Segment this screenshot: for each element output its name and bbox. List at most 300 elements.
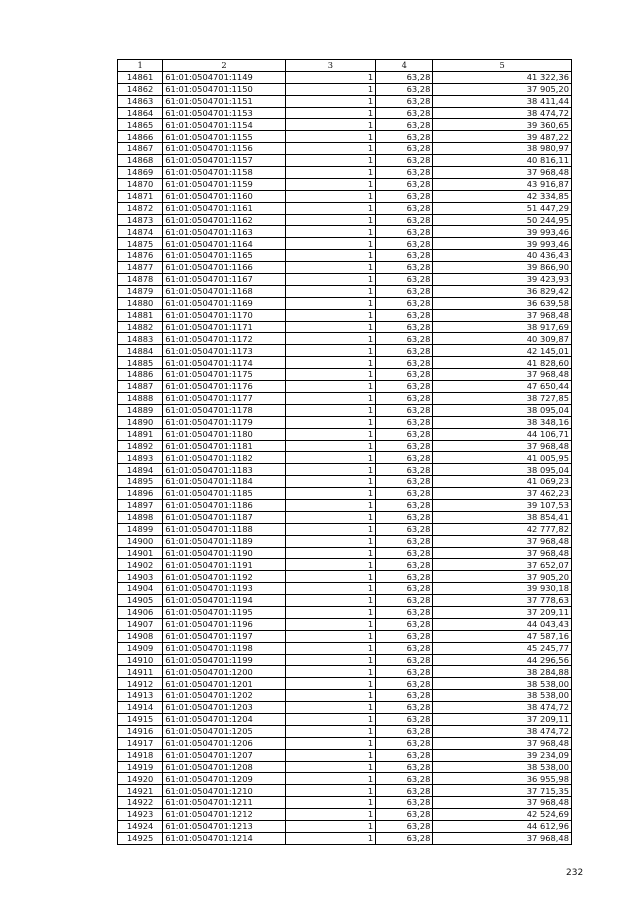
area-cell: 63,28 bbox=[376, 702, 433, 714]
area-cell: 63,28 bbox=[376, 214, 433, 226]
area-cell: 63,28 bbox=[376, 737, 433, 749]
row-number-cell: 14863 bbox=[118, 95, 163, 107]
cadastral-number-cell: 61:01:0504701:1158 bbox=[163, 167, 286, 179]
quantity-cell: 1 bbox=[285, 583, 375, 595]
row-number-cell: 14868 bbox=[118, 155, 163, 167]
cadastral-value-cell: 40 816,11 bbox=[433, 155, 572, 167]
cadastral-number-cell: 61:01:0504701:1193 bbox=[163, 583, 286, 595]
cadastral-value-cell: 42 524,69 bbox=[433, 809, 572, 821]
area-cell: 63,28 bbox=[376, 262, 433, 274]
area-cell: 63,28 bbox=[376, 416, 433, 428]
row-number-cell: 14917 bbox=[118, 737, 163, 749]
cadastral-value-cell: 39 360,65 bbox=[433, 119, 572, 131]
row-number-cell: 14920 bbox=[118, 773, 163, 785]
cadastral-value-cell: 40 436,43 bbox=[433, 250, 572, 262]
quantity-cell: 1 bbox=[285, 357, 375, 369]
row-number-cell: 14907 bbox=[118, 618, 163, 630]
quantity-cell: 1 bbox=[285, 725, 375, 737]
cadastral-number-cell: 61:01:0504701:1201 bbox=[163, 678, 286, 690]
area-cell: 63,28 bbox=[376, 440, 433, 452]
quantity-cell: 1 bbox=[285, 167, 375, 179]
table-row bbox=[118, 107, 572, 119]
quantity-cell: 1 bbox=[285, 345, 375, 357]
quantity-cell: 1 bbox=[285, 262, 375, 274]
cadastral-number-cell: 61:01:0504701:1181 bbox=[163, 440, 286, 452]
table-row bbox=[118, 309, 572, 321]
cadastral-value-cell: 39 487,22 bbox=[433, 131, 572, 143]
quantity-cell: 1 bbox=[285, 297, 375, 309]
cadastral-number-cell: 61:01:0504701:1184 bbox=[163, 476, 286, 488]
table-row bbox=[118, 83, 572, 95]
table-row bbox=[118, 345, 572, 357]
table-row bbox=[118, 119, 572, 131]
row-number-cell: 14869 bbox=[118, 167, 163, 179]
row-number-cell: 14924 bbox=[118, 821, 163, 833]
cadastral-value-cell: 37 968,48 bbox=[433, 535, 572, 547]
cadastral-value-cell: 41 828,60 bbox=[433, 357, 572, 369]
cadastral-number-cell: 61:01:0504701:1183 bbox=[163, 464, 286, 476]
cadastral-value-cell: 42 145,01 bbox=[433, 345, 572, 357]
area-cell: 63,28 bbox=[376, 749, 433, 761]
quantity-cell: 1 bbox=[285, 832, 375, 844]
quantity-cell: 1 bbox=[285, 666, 375, 678]
table-row bbox=[118, 595, 572, 607]
cadastral-value-cell: 39 423,93 bbox=[433, 274, 572, 286]
cadastral-value-cell: 37 968,48 bbox=[433, 832, 572, 844]
area-cell: 63,28 bbox=[376, 832, 433, 844]
cadastral-number-cell: 61:01:0504701:1200 bbox=[163, 666, 286, 678]
quantity-cell: 1 bbox=[285, 274, 375, 286]
cadastral-number-cell: 61:01:0504701:1189 bbox=[163, 535, 286, 547]
table-row bbox=[118, 642, 572, 654]
cadastral-number-cell: 61:01:0504701:1173 bbox=[163, 345, 286, 357]
row-number-cell: 14910 bbox=[118, 654, 163, 666]
cadastral-value-cell: 37 905,20 bbox=[433, 83, 572, 95]
quantity-cell: 1 bbox=[285, 761, 375, 773]
row-number-cell: 14911 bbox=[118, 666, 163, 678]
cadastral-value-cell: 36 955,98 bbox=[433, 773, 572, 785]
cadastral-value-cell: 38 980,97 bbox=[433, 143, 572, 155]
cadastral-number-cell: 61:01:0504701:1159 bbox=[163, 178, 286, 190]
area-cell: 63,28 bbox=[376, 618, 433, 630]
table-row bbox=[118, 143, 572, 155]
quantity-cell: 1 bbox=[285, 119, 375, 131]
quantity-cell: 1 bbox=[285, 404, 375, 416]
cadastral-value-cell: 37 209,11 bbox=[433, 713, 572, 725]
cadastral-value-cell: 38 538,00 bbox=[433, 761, 572, 773]
row-number-cell: 14861 bbox=[118, 71, 163, 83]
quantity-cell: 1 bbox=[285, 678, 375, 690]
area-cell: 63,28 bbox=[376, 535, 433, 547]
area-cell: 63,28 bbox=[376, 690, 433, 702]
area-cell: 63,28 bbox=[376, 761, 433, 773]
cadastral-value-cell: 39 930,18 bbox=[433, 583, 572, 595]
row-number-cell: 14879 bbox=[118, 285, 163, 297]
area-cell: 63,28 bbox=[376, 583, 433, 595]
area-cell: 63,28 bbox=[376, 785, 433, 797]
quantity-cell: 1 bbox=[285, 369, 375, 381]
row-number-cell: 14922 bbox=[118, 797, 163, 809]
cadastral-number-cell: 61:01:0504701:1204 bbox=[163, 713, 286, 725]
area-cell: 63,28 bbox=[376, 309, 433, 321]
cadastral-value-cell: 44 106,71 bbox=[433, 428, 572, 440]
cadastral-value-cell: 41 005,95 bbox=[433, 452, 572, 464]
column-header-1: 1 bbox=[118, 60, 163, 72]
quantity-cell: 1 bbox=[285, 190, 375, 202]
table-row bbox=[118, 761, 572, 773]
quantity-cell: 1 bbox=[285, 654, 375, 666]
table-row bbox=[118, 725, 572, 737]
table-row bbox=[118, 452, 572, 464]
cadastral-number-cell: 61:01:0504701:1206 bbox=[163, 737, 286, 749]
area-cell: 63,28 bbox=[376, 155, 433, 167]
area-cell: 63,28 bbox=[376, 167, 433, 179]
table-row bbox=[118, 678, 572, 690]
table-row bbox=[118, 785, 572, 797]
cadastral-number-cell: 61:01:0504701:1168 bbox=[163, 285, 286, 297]
area-cell: 63,28 bbox=[376, 333, 433, 345]
row-number-cell: 14874 bbox=[118, 226, 163, 238]
table-row bbox=[118, 167, 572, 179]
row-number-cell: 14919 bbox=[118, 761, 163, 773]
table-row bbox=[118, 250, 572, 262]
table-row bbox=[118, 274, 572, 286]
cadastral-number-cell: 61:01:0504701:1176 bbox=[163, 381, 286, 393]
row-number-cell: 14876 bbox=[118, 250, 163, 262]
quantity-cell: 1 bbox=[285, 309, 375, 321]
row-number-cell: 14906 bbox=[118, 606, 163, 618]
quantity-cell: 1 bbox=[285, 333, 375, 345]
cadastral-number-cell: 61:01:0504701:1194 bbox=[163, 595, 286, 607]
row-number-cell: 14870 bbox=[118, 178, 163, 190]
row-number-cell: 14923 bbox=[118, 809, 163, 821]
cadastral-number-cell: 61:01:0504701:1157 bbox=[163, 155, 286, 167]
area-cell: 63,28 bbox=[376, 654, 433, 666]
table-row bbox=[118, 190, 572, 202]
area-cell: 63,28 bbox=[376, 131, 433, 143]
cadastral-value-cell: 38 411,44 bbox=[433, 95, 572, 107]
cadastral-value-cell: 38 727,85 bbox=[433, 392, 572, 404]
row-number-cell: 14864 bbox=[118, 107, 163, 119]
cadastral-value-cell: 38 284,88 bbox=[433, 666, 572, 678]
area-cell: 63,28 bbox=[376, 809, 433, 821]
cadastral-number-cell: 61:01:0504701:1187 bbox=[163, 511, 286, 523]
table-row bbox=[118, 690, 572, 702]
area-cell: 63,28 bbox=[376, 202, 433, 214]
area-cell: 63,28 bbox=[376, 83, 433, 95]
area-cell: 63,28 bbox=[376, 725, 433, 737]
quantity-cell: 1 bbox=[285, 702, 375, 714]
quantity-cell: 1 bbox=[285, 238, 375, 250]
cadastral-number-cell: 61:01:0504701:1149 bbox=[163, 71, 286, 83]
row-number-cell: 14895 bbox=[118, 476, 163, 488]
cadastral-number-cell: 61:01:0504701:1163 bbox=[163, 226, 286, 238]
quantity-cell: 1 bbox=[285, 155, 375, 167]
row-number-cell: 14881 bbox=[118, 309, 163, 321]
area-cell: 63,28 bbox=[376, 452, 433, 464]
cadastral-number-cell: 61:01:0504701:1166 bbox=[163, 262, 286, 274]
cadastral-number-cell: 61:01:0504701:1154 bbox=[163, 119, 286, 131]
area-cell: 63,28 bbox=[376, 143, 433, 155]
cadastral-value-cell: 41 322,36 bbox=[433, 71, 572, 83]
cadastral-number-cell: 61:01:0504701:1203 bbox=[163, 702, 286, 714]
quantity-cell: 1 bbox=[285, 559, 375, 571]
row-number-cell: 14890 bbox=[118, 416, 163, 428]
cadastral-value-cell: 37 715,35 bbox=[433, 785, 572, 797]
cadastral-value-cell: 36 639,58 bbox=[433, 297, 572, 309]
table-row bbox=[118, 666, 572, 678]
quantity-cell: 1 bbox=[285, 392, 375, 404]
area-cell: 63,28 bbox=[376, 773, 433, 785]
quantity-cell: 1 bbox=[285, 749, 375, 761]
row-number-cell: 14897 bbox=[118, 499, 163, 511]
cadastral-value-cell: 47 587,16 bbox=[433, 630, 572, 642]
quantity-cell: 1 bbox=[285, 95, 375, 107]
cadastral-number-cell: 61:01:0504701:1150 bbox=[163, 83, 286, 95]
table-row bbox=[118, 404, 572, 416]
table-row bbox=[118, 547, 572, 559]
cadastral-number-cell: 61:01:0504701:1190 bbox=[163, 547, 286, 559]
row-number-cell: 14896 bbox=[118, 488, 163, 500]
cadastral-value-cell: 40 309,87 bbox=[433, 333, 572, 345]
cadastral-value-cell: 44 296,56 bbox=[433, 654, 572, 666]
cadastral-number-cell: 61:01:0504701:1210 bbox=[163, 785, 286, 797]
table-row bbox=[118, 559, 572, 571]
cadastral-value-cell: 38 538,00 bbox=[433, 690, 572, 702]
row-number-cell: 14877 bbox=[118, 262, 163, 274]
table-row bbox=[118, 369, 572, 381]
cadastral-value-cell: 42 777,82 bbox=[433, 523, 572, 535]
table-row bbox=[118, 773, 572, 785]
area-cell: 63,28 bbox=[376, 119, 433, 131]
quantity-cell: 1 bbox=[285, 488, 375, 500]
row-number-cell: 14901 bbox=[118, 547, 163, 559]
row-number-cell: 14913 bbox=[118, 690, 163, 702]
cadastral-value-cell: 37 968,48 bbox=[433, 369, 572, 381]
cadastral-number-cell: 61:01:0504701:1161 bbox=[163, 202, 286, 214]
area-cell: 63,28 bbox=[376, 297, 433, 309]
cadastral-table bbox=[117, 59, 572, 845]
area-cell: 63,28 bbox=[376, 511, 433, 523]
cadastral-value-cell: 39 993,46 bbox=[433, 238, 572, 250]
area-cell: 63,28 bbox=[376, 357, 433, 369]
quantity-cell: 1 bbox=[285, 535, 375, 547]
row-number-cell: 14894 bbox=[118, 464, 163, 476]
column-header-2: 2 bbox=[163, 60, 286, 72]
cadastral-value-cell: 37 968,48 bbox=[433, 167, 572, 179]
cadastral-number-cell: 61:01:0504701:1170 bbox=[163, 309, 286, 321]
table-row bbox=[118, 262, 572, 274]
cadastral-number-cell: 61:01:0504701:1195 bbox=[163, 606, 286, 618]
cadastral-value-cell: 50 244,95 bbox=[433, 214, 572, 226]
area-cell: 63,28 bbox=[376, 595, 433, 607]
quantity-cell: 1 bbox=[285, 416, 375, 428]
column-header-5: 5 bbox=[433, 60, 572, 72]
cadastral-number-cell: 61:01:0504701:1182 bbox=[163, 452, 286, 464]
cadastral-value-cell: 39 993,46 bbox=[433, 226, 572, 238]
cadastral-number-cell: 61:01:0504701:1213 bbox=[163, 821, 286, 833]
cadastral-number-cell: 61:01:0504701:1198 bbox=[163, 642, 286, 654]
row-number-cell: 14892 bbox=[118, 440, 163, 452]
quantity-cell: 1 bbox=[285, 381, 375, 393]
area-cell: 63,28 bbox=[376, 797, 433, 809]
table-row bbox=[118, 583, 572, 595]
row-number-cell: 14889 bbox=[118, 404, 163, 416]
quantity-cell: 1 bbox=[285, 797, 375, 809]
quantity-cell: 1 bbox=[285, 250, 375, 262]
cadastral-value-cell: 44 612,96 bbox=[433, 821, 572, 833]
table-row bbox=[118, 832, 572, 844]
table-row bbox=[118, 535, 572, 547]
area-cell: 63,28 bbox=[376, 488, 433, 500]
area-cell: 63,28 bbox=[376, 250, 433, 262]
row-number-cell: 14914 bbox=[118, 702, 163, 714]
table-row bbox=[118, 571, 572, 583]
area-cell: 63,28 bbox=[376, 404, 433, 416]
row-number-cell: 14925 bbox=[118, 832, 163, 844]
quantity-cell: 1 bbox=[285, 321, 375, 333]
cadastral-number-cell: 61:01:0504701:1197 bbox=[163, 630, 286, 642]
area-cell: 63,28 bbox=[376, 559, 433, 571]
cadastral-number-cell: 61:01:0504701:1214 bbox=[163, 832, 286, 844]
quantity-cell: 1 bbox=[285, 547, 375, 559]
cadastral-number-cell: 61:01:0504701:1196 bbox=[163, 618, 286, 630]
row-number-cell: 14880 bbox=[118, 297, 163, 309]
area-cell: 63,28 bbox=[376, 642, 433, 654]
table-row bbox=[118, 499, 572, 511]
row-number-cell: 14891 bbox=[118, 428, 163, 440]
area-cell: 63,28 bbox=[376, 107, 433, 119]
cadastral-value-cell: 42 334,85 bbox=[433, 190, 572, 202]
cadastral-value-cell: 45 245,77 bbox=[433, 642, 572, 654]
cadastral-number-cell: 61:01:0504701:1169 bbox=[163, 297, 286, 309]
quantity-cell: 1 bbox=[285, 737, 375, 749]
quantity-cell: 1 bbox=[285, 809, 375, 821]
quantity-cell: 1 bbox=[285, 226, 375, 238]
quantity-cell: 1 bbox=[285, 202, 375, 214]
quantity-cell: 1 bbox=[285, 440, 375, 452]
quantity-cell: 1 bbox=[285, 773, 375, 785]
quantity-cell: 1 bbox=[285, 630, 375, 642]
cadastral-number-cell: 61:01:0504701:1191 bbox=[163, 559, 286, 571]
row-number-cell: 14909 bbox=[118, 642, 163, 654]
table-row bbox=[118, 226, 572, 238]
quantity-cell: 1 bbox=[285, 464, 375, 476]
table-row bbox=[118, 155, 572, 167]
column-header-3: 3 bbox=[285, 60, 375, 72]
row-number-cell: 14898 bbox=[118, 511, 163, 523]
table-row bbox=[118, 238, 572, 250]
cadastral-value-cell: 37 209,11 bbox=[433, 606, 572, 618]
quantity-cell: 1 bbox=[285, 476, 375, 488]
cadastral-value-cell: 41 069,23 bbox=[433, 476, 572, 488]
area-cell: 63,28 bbox=[376, 499, 433, 511]
quantity-cell: 1 bbox=[285, 499, 375, 511]
area-cell: 63,28 bbox=[376, 226, 433, 238]
table-row bbox=[118, 464, 572, 476]
cadastral-value-cell: 43 916,87 bbox=[433, 178, 572, 190]
table-row bbox=[118, 809, 572, 821]
cadastral-number-cell: 61:01:0504701:1199 bbox=[163, 654, 286, 666]
cadastral-value-cell: 38 095,04 bbox=[433, 464, 572, 476]
area-cell: 63,28 bbox=[376, 464, 433, 476]
cadastral-number-cell: 61:01:0504701:1179 bbox=[163, 416, 286, 428]
cadastral-value-cell: 39 107,53 bbox=[433, 499, 572, 511]
cadastral-value-cell: 37 905,20 bbox=[433, 571, 572, 583]
row-number-cell: 14885 bbox=[118, 357, 163, 369]
quantity-cell: 1 bbox=[285, 452, 375, 464]
cadastral-value-cell: 37 968,48 bbox=[433, 309, 572, 321]
area-cell: 63,28 bbox=[376, 666, 433, 678]
row-number-cell: 14921 bbox=[118, 785, 163, 797]
table-row bbox=[118, 737, 572, 749]
table-row bbox=[118, 333, 572, 345]
row-number-cell: 14866 bbox=[118, 131, 163, 143]
area-cell: 63,28 bbox=[376, 190, 433, 202]
cadastral-value-cell: 47 650,44 bbox=[433, 381, 572, 393]
cadastral-number-cell: 61:01:0504701:1162 bbox=[163, 214, 286, 226]
row-number-cell: 14916 bbox=[118, 725, 163, 737]
row-number-cell: 14918 bbox=[118, 749, 163, 761]
cadastral-number-cell: 61:01:0504701:1211 bbox=[163, 797, 286, 809]
row-number-cell: 14878 bbox=[118, 274, 163, 286]
cadastral-number-cell: 61:01:0504701:1207 bbox=[163, 749, 286, 761]
area-cell: 63,28 bbox=[376, 321, 433, 333]
area-cell: 63,28 bbox=[376, 369, 433, 381]
cadastral-value-cell: 37 968,48 bbox=[433, 797, 572, 809]
quantity-cell: 1 bbox=[285, 143, 375, 155]
cadastral-number-cell: 61:01:0504701:1178 bbox=[163, 404, 286, 416]
cadastral-number-cell: 61:01:0504701:1208 bbox=[163, 761, 286, 773]
cadastral-number-cell: 61:01:0504701:1164 bbox=[163, 238, 286, 250]
row-number-cell: 14912 bbox=[118, 678, 163, 690]
area-cell: 63,28 bbox=[376, 428, 433, 440]
cadastral-number-cell: 61:01:0504701:1209 bbox=[163, 773, 286, 785]
row-number-cell: 14873 bbox=[118, 214, 163, 226]
cadastral-number-cell: 61:01:0504701:1177 bbox=[163, 392, 286, 404]
row-number-cell: 14884 bbox=[118, 345, 163, 357]
table-row bbox=[118, 392, 572, 404]
quantity-cell: 1 bbox=[285, 571, 375, 583]
row-number-cell: 14882 bbox=[118, 321, 163, 333]
cadastral-number-cell: 61:01:0504701:1153 bbox=[163, 107, 286, 119]
row-number-cell: 14915 bbox=[118, 713, 163, 725]
area-cell: 63,28 bbox=[376, 392, 433, 404]
area-cell: 63,28 bbox=[376, 178, 433, 190]
table-row bbox=[118, 630, 572, 642]
row-number-cell: 14904 bbox=[118, 583, 163, 595]
cadastral-number-cell: 61:01:0504701:1202 bbox=[163, 690, 286, 702]
cadastral-number-cell: 61:01:0504701:1172 bbox=[163, 333, 286, 345]
area-cell: 63,28 bbox=[376, 285, 433, 297]
table-row bbox=[118, 357, 572, 369]
cadastral-number-cell: 61:01:0504701:1160 bbox=[163, 190, 286, 202]
area-cell: 63,28 bbox=[376, 630, 433, 642]
quantity-cell: 1 bbox=[285, 107, 375, 119]
area-cell: 63,28 bbox=[376, 274, 433, 286]
cadastral-value-cell: 38 474,72 bbox=[433, 702, 572, 714]
cadastral-number-cell: 61:01:0504701:1180 bbox=[163, 428, 286, 440]
cadastral-number-cell: 61:01:0504701:1156 bbox=[163, 143, 286, 155]
quantity-cell: 1 bbox=[285, 523, 375, 535]
cadastral-number-cell: 61:01:0504701:1171 bbox=[163, 321, 286, 333]
area-cell: 63,28 bbox=[376, 547, 433, 559]
table-row bbox=[118, 749, 572, 761]
cadastral-number-cell: 61:01:0504701:1155 bbox=[163, 131, 286, 143]
cadastral-number-cell: 61:01:0504701:1175 bbox=[163, 369, 286, 381]
cadastral-number-cell: 61:01:0504701:1151 bbox=[163, 95, 286, 107]
table-row bbox=[118, 214, 572, 226]
